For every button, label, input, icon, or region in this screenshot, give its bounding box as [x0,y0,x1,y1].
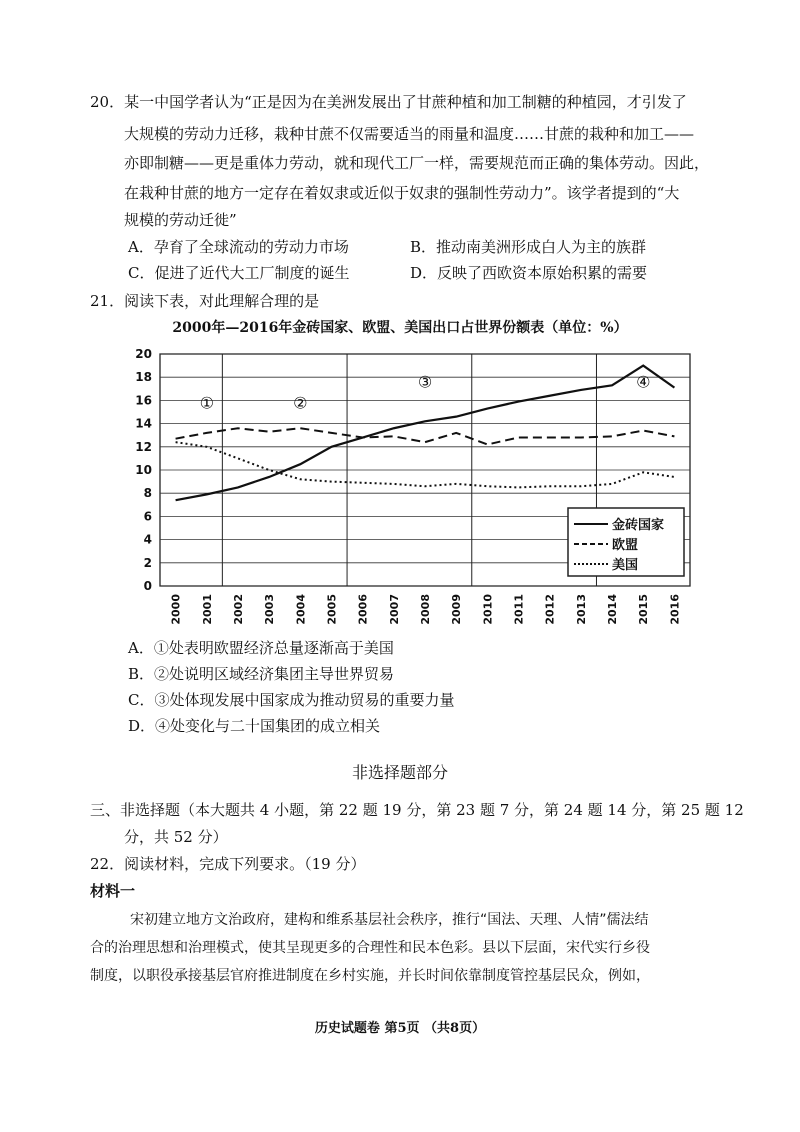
q20-stem-line-5: 规模的劳动迁徙” [124,211,237,229]
q20-stem-line-2: 大规模的劳动力迁移，栽种甘蔗不仅需要适当的雨量和温度……甘蔗的栽种和加工—— [124,125,695,143]
material-line-2: 合的治理思想和治理模式，使其呈现更多的合理性和民本色彩。县以下层面，宋代实行乡役 [90,940,650,956]
legend-label: 欧盟 [612,538,639,553]
q21-option-b: B．②处说明区域经济集团主导世界贸易 [128,665,395,683]
section-title-line-1: 三、非选择题（本大题共 4 小题，第 22 题 19 分，第 23 题 7 分，第 24 题 14 分，第 25 题 12 [90,801,744,819]
x-tick-label: 2000 [169,594,183,625]
material-line-3: 制度，以职役承接基层官府推进制度在乡村实施，并长时间依靠制度管控基层民众，例如， [90,968,650,984]
annotation-marker: ③ [417,372,433,392]
q20-option-d: D．反映了西欧资本原始积累的需要 [410,264,648,282]
q21-option-c: C．③处体现发展中国家成为推动贸易的重要力量 [128,691,455,709]
x-tick-label: 2016 [668,594,682,625]
x-tick-label: 2006 [356,594,370,625]
page-footer: 历史试题卷 第5页 （共8页） [314,1021,486,1036]
x-tick-label: 2015 [637,594,651,625]
y-tick-label: 4 [143,532,152,547]
q21-stem: 21．阅读下表，对此理解合理的是 [90,292,320,310]
y-tick-label: 20 [135,347,152,361]
series-line-2 [176,442,675,487]
section-title-line-2: 分，共 52 分） [124,828,228,846]
q20-stem-line-1: 20．某一中国学者认为“正是因为在美洲发展出了甘蔗种植和加工制糖的种植园，才引发了 [90,93,687,111]
x-tick-label: 2001 [200,594,214,625]
x-tick-label: 2008 [419,594,432,625]
x-tick-label: 2013 [574,594,588,625]
x-tick-label: 2012 [543,594,557,625]
export-share-chart [120,340,700,625]
series-line-1 [176,428,675,444]
x-tick-label: 2003 [263,594,277,625]
material-line-1: 宋初建立地方文治政府，建构和维系基层社会秩序，推行“国法、天理、人情”儒法结 [130,912,649,928]
x-tick-label: 2010 [481,594,495,625]
q21-option-a: A．①处表明欧盟经济总量逐渐高于美国 [128,639,394,657]
q20-option-a: A．孕育了全球流动的劳动力市场 [128,238,349,256]
q22-stem: 22．阅读材料，完成下列要求。（19 分） [90,855,366,873]
legend-label: 美国 [612,558,639,573]
y-tick-label: 10 [135,463,152,477]
y-tick-label: 14 [135,416,152,431]
y-tick-label: 2 [143,555,152,570]
material-label: 材料一 [90,882,136,900]
section-heading: 非选择题部分 [351,763,448,782]
annotation-marker: ② [293,393,308,413]
y-tick-label: 12 [135,439,152,454]
y-tick-label: 0 [143,579,152,593]
x-tick-label: 2005 [325,594,339,625]
annotation-marker: ① [199,393,214,413]
x-tick-label: 2007 [387,594,401,625]
y-tick-label: 18 [135,370,152,385]
q21-option-d: D．④处变化与二十国集团的成立相关 [128,717,381,735]
y-tick-label: 6 [143,509,152,524]
x-tick-label: 2011 [512,594,526,625]
y-tick-label: 16 [135,393,152,408]
q20-stem-line-3: 亦即制糖——更是重体力劳动，就和现代工厂一样，需要规范而正确的集体劳动。因此， [124,154,710,172]
x-tick-label: 2009 [450,594,464,625]
x-tick-label: 2004 [294,594,308,625]
q20-option-c: C．促进了近代大工厂制度的诞生 [128,264,350,282]
q20-option-b: B．推动南美洲形成白人为主的族群 [410,238,647,256]
x-tick-label: 2014 [606,594,620,625]
legend-label: 金砖国家 [612,518,665,533]
annotation-marker: ④ [636,372,651,392]
y-tick-label: 8 [143,486,152,501]
chart-title: 2000年—2016年金砖国家、欧盟、美国出口占世界份额表（单位：%） [172,320,628,336]
q20-stem-line-4: 在栽种甘蔗的地方一定存在着奴隶或近似于奴隶的强制性劳动力”。该学者提到的“大 [124,184,680,202]
x-tick-label: 2002 [231,594,245,625]
